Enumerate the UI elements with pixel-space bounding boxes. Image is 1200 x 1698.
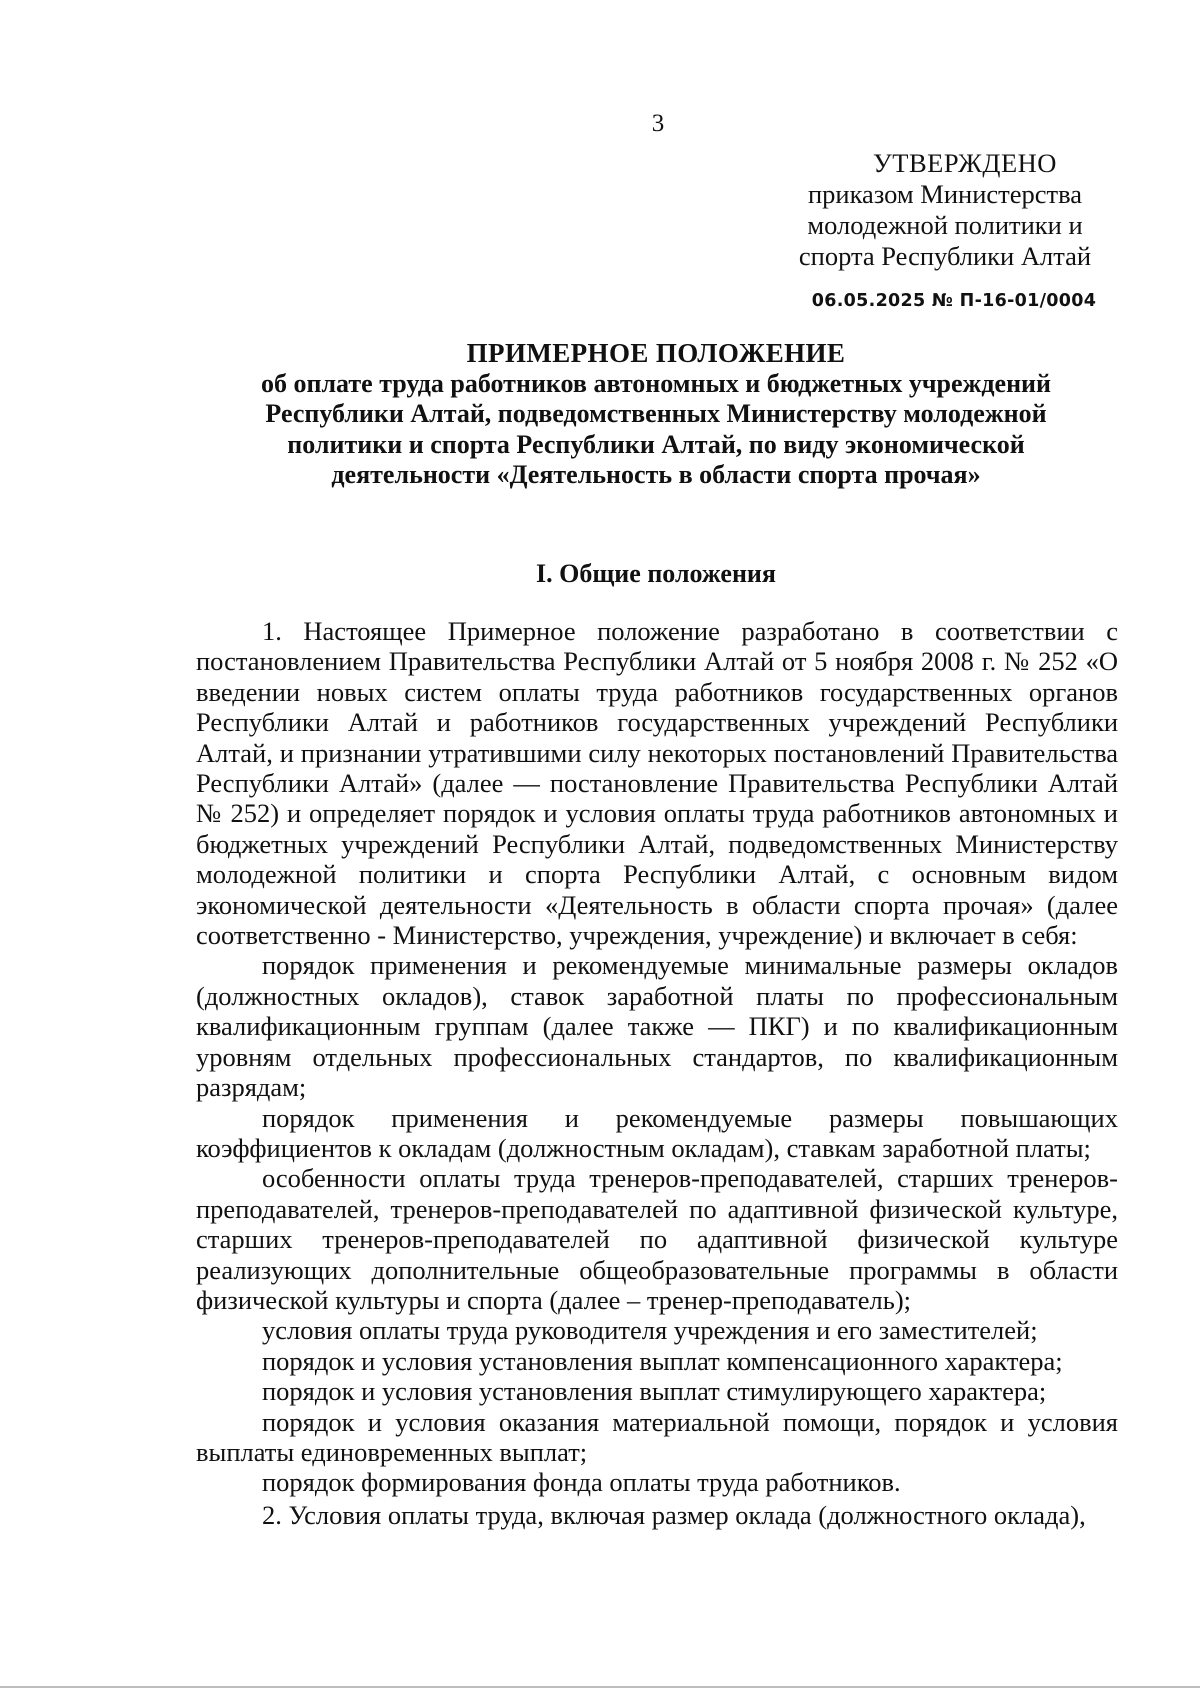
paragraph: порядок применения и рекомендуемые минимальные размеры окладов (должностных окладов), ставок заработной платы по профессиональным квалификационным группам (далее также — ПКГ) и по квалификационным уровням отдельных профессиональных стандартов, по квалификационным разрядам;: [196, 950, 1118, 1103]
section-heading: I. Общие положения: [536, 559, 776, 588]
page-number: 3: [651, 110, 665, 137]
approval-line: молодежной политики и: [807, 210, 1083, 240]
paragraph: порядок и условия установления выплат компенсационного характера;: [262, 1345, 1063, 1376]
paragraph: порядок применения и рекомендуемые размеры повышающих коэффициентов к окладам (должностным окладам), ставкам заработной платы;: [196, 1102, 1118, 1163]
document-body: [196, 616, 1118, 1530]
approval-line: спорта Республики Алтай: [798, 241, 1092, 271]
document-title-line: Республики Алтай, подведомственных Министерству молодежной: [265, 399, 1047, 428]
paragraph: 2. Условия оплаты труда, включая размер оклада (должностного оклада),: [262, 1499, 1086, 1530]
paragraph: 1. Настоящее Примерное положение разработано в соответствии с постановлением Правительства Республики Алтай от 5 ноября 2008 г. № 252 «О введении новых систем оплаты труда работников государственных органов Республики Алтай и работников государственных учреждений Республики Алтай, и признании утратившими силу некоторых постановлений Правительства Республики Алтай» (далее — постановление Правительства Республики Алтай № 252) и определяет порядок и условия оплаты труда работников автономных и бюджетных учреждений Республики Алтай, подведомственных Министерству молодежной политики и спорта Республики Алтай, с основным видом экономической деятельности «Деятельность в области спорта прочая» (далее соответственно - Министерство, учреждения, учреждение) и включает в себя:: [196, 616, 1118, 951]
approval-line: приказом Министерства: [807, 179, 1083, 209]
document-title-line: об оплате труда работников автономных и бюджетных учреждений: [260, 368, 1052, 398]
document-title: [196, 338, 1116, 491]
paragraph: особенности оплаты труда тренеров-преподавателей, старших тренеров-преподавателей, тренеров-преподавателей по адаптивной физической культуре, старших тренеров-преподавателей по адаптивной физической культуре реализующих дополнительные общеобразовательные программы в области физической культуры и спорта (далее – тренер-преподаватель);: [196, 1163, 1118, 1315]
order-date-number: 06.05.2025 № П-16-01/0004: [811, 291, 1097, 311]
approval-heading: УТВЕРЖДЕНО: [873, 148, 1057, 178]
paragraph: порядок и условия установления выплат стимулирующего характера;: [262, 1376, 1047, 1407]
document-title-line: политики и спорта Республики Алтай, по виду экономической: [287, 429, 1025, 459]
document-title-main: ПРИМЕРНОЕ ПОЛОЖЕНИЕ: [466, 338, 846, 368]
paragraph: условия оплаты труда руководителя учреждения и его заместителей;: [262, 1315, 1038, 1346]
paragraph: порядок и условия оказания материальной помощи, порядок и условия выплаты единовременных выплат;: [196, 1406, 1118, 1467]
approval-block: [780, 148, 1110, 317]
scan-edge-line: [0, 1686, 1200, 1688]
paragraph: порядок формирования фонда оплаты труда работников.: [262, 1467, 901, 1498]
document-title-line: деятельности «Деятельность в области спорта прочая»: [331, 460, 981, 489]
